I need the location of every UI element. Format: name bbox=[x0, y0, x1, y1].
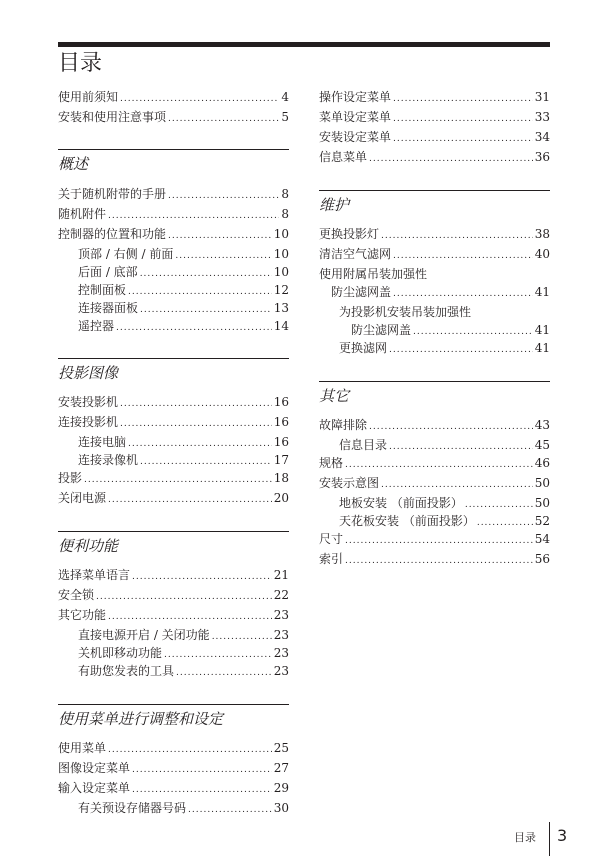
toc-entry-page: 16 bbox=[273, 435, 289, 449]
toc-entry-text: 连接电脑 bbox=[78, 435, 127, 449]
section-rule bbox=[58, 149, 289, 150]
toc-entry-text: 地板安装 （前面投影） bbox=[339, 496, 463, 510]
toc-subentry[interactable] bbox=[78, 299, 289, 317]
dot-leader bbox=[116, 319, 272, 337]
section-title: 其它 bbox=[319, 387, 350, 405]
toc-entry-page: 43 bbox=[534, 418, 550, 432]
toc-entry-page: 54 bbox=[534, 532, 550, 546]
toc-entry[interactable] bbox=[58, 489, 289, 507]
toc-entry[interactable] bbox=[58, 205, 289, 223]
toc-entry-page: 25 bbox=[273, 741, 289, 755]
dot-leader bbox=[168, 110, 279, 128]
toc-entry[interactable] bbox=[331, 283, 550, 301]
toc-entry-text: 后面 / 底部 bbox=[78, 265, 138, 279]
toc-entry[interactable] bbox=[319, 454, 550, 472]
toc-entry-text: 随机附件 bbox=[58, 207, 107, 221]
toc-entry-page: 16 bbox=[273, 415, 289, 429]
top-rule bbox=[58, 42, 550, 47]
dot-leader bbox=[132, 761, 272, 779]
toc-entry-text: 故障排除 bbox=[319, 418, 368, 432]
toc-entry-page: 36 bbox=[534, 150, 550, 164]
dot-leader bbox=[132, 568, 272, 586]
toc-entry-page: 18 bbox=[273, 471, 289, 485]
toc-entry-first-line[interactable]: 使用附属吊装加强性 bbox=[319, 267, 428, 281]
dot-leader bbox=[108, 741, 272, 759]
toc-entry-page: 41 bbox=[534, 285, 550, 299]
toc-entry-page: 20 bbox=[273, 491, 289, 505]
toc-entry-text: 顶部 / 右侧 / 前面 bbox=[78, 247, 174, 261]
toc-entry-text: 控制面板 bbox=[78, 283, 127, 297]
toc-entry-text: 更换滤网 bbox=[339, 341, 388, 355]
section-rule bbox=[58, 704, 289, 705]
toc-entry-text: 控制器的位置和功能 bbox=[58, 227, 167, 241]
toc-entry-text: 有助您发表的工具 bbox=[78, 664, 175, 678]
dot-leader bbox=[393, 130, 533, 148]
toc-subentry[interactable] bbox=[78, 245, 289, 263]
toc-subentry[interactable] bbox=[339, 494, 550, 512]
toc-entry-text: 安装和使用注意事项 bbox=[58, 110, 167, 124]
toc-entry-page: 10 bbox=[273, 247, 289, 261]
toc-entry-page: 8 bbox=[281, 207, 289, 221]
toc-entry[interactable] bbox=[319, 148, 550, 166]
toc-entry-text: 信息目录 bbox=[339, 438, 388, 452]
toc-subentry[interactable] bbox=[351, 321, 550, 339]
toc-entry-text: 索引 bbox=[319, 552, 344, 566]
toc-entry-page: 10 bbox=[273, 265, 289, 279]
toc-entry-page: 8 bbox=[281, 187, 289, 201]
toc-entry-page: 38 bbox=[534, 227, 550, 241]
toc-entry-page: 23 bbox=[273, 664, 289, 678]
toc-entry-text: 天花板安装 （前面投影） bbox=[339, 514, 475, 528]
toc-entry-page: 4 bbox=[281, 90, 289, 104]
toc-entry-text: 防尘滤网盖 bbox=[351, 323, 412, 337]
toc-entry-page: 41 bbox=[534, 323, 550, 337]
toc-entry[interactable] bbox=[58, 393, 289, 411]
toc-entry-page: 23 bbox=[273, 628, 289, 642]
toc-subentry-first-line[interactable]: 为投影机安装吊装加强性 bbox=[339, 305, 472, 319]
toc-entry-text: 连接投影机 bbox=[58, 415, 119, 429]
page-title: 目录 bbox=[58, 51, 103, 76]
dot-leader bbox=[84, 471, 272, 489]
toc-entry-page: 22 bbox=[273, 588, 289, 602]
dot-leader bbox=[345, 456, 533, 474]
footer-label: 目录 bbox=[514, 831, 536, 844]
toc-subentry[interactable] bbox=[78, 317, 289, 335]
toc-entry-page: 34 bbox=[534, 130, 550, 144]
toc-entry[interactable] bbox=[319, 474, 550, 492]
toc-entry-text: 遥控器 bbox=[78, 319, 115, 333]
dot-leader bbox=[381, 476, 533, 494]
toc-entry-text: 操作设定菜单 bbox=[319, 90, 392, 104]
dot-leader bbox=[108, 491, 272, 509]
section-rule bbox=[58, 531, 289, 532]
dot-leader bbox=[393, 247, 533, 265]
toc-entry[interactable] bbox=[319, 88, 550, 106]
toc-entry[interactable] bbox=[319, 550, 550, 568]
toc-entry-text: 投影 bbox=[58, 471, 83, 485]
toc-entry-text: 输入设定菜单 bbox=[58, 781, 131, 795]
section-title: 投影图像 bbox=[58, 364, 119, 382]
dot-leader bbox=[132, 781, 272, 799]
toc-entry-text: 关闭电源 bbox=[58, 491, 107, 505]
dot-leader bbox=[168, 187, 279, 205]
toc-subentry[interactable] bbox=[78, 263, 289, 281]
toc-entry-text: 直接电源开启 / 关闭功能 bbox=[78, 628, 210, 642]
toc-subentry[interactable] bbox=[78, 626, 289, 644]
toc-entry-page: 31 bbox=[534, 90, 550, 104]
toc-subentry[interactable] bbox=[78, 644, 289, 662]
dot-leader bbox=[120, 415, 272, 433]
toc-entry[interactable] bbox=[319, 245, 550, 263]
toc-entry-page: 12 bbox=[273, 283, 289, 297]
dot-leader bbox=[96, 588, 272, 606]
dot-leader bbox=[345, 552, 533, 570]
dot-leader bbox=[369, 150, 533, 168]
toc-entry-page: 13 bbox=[273, 301, 289, 315]
toc-entry-page: 56 bbox=[534, 552, 550, 566]
toc-entry-text: 关于随机附带的手册 bbox=[58, 187, 167, 201]
dot-leader bbox=[393, 285, 533, 303]
dot-leader bbox=[393, 90, 533, 108]
toc-entry[interactable] bbox=[319, 416, 550, 434]
toc-entry-text: 尺寸 bbox=[319, 532, 344, 546]
toc-entry-text: 关机即移动功能 bbox=[78, 646, 163, 660]
toc-entry-page: 50 bbox=[534, 476, 550, 490]
dot-leader bbox=[381, 227, 533, 245]
toc-subentry[interactable] bbox=[339, 436, 550, 454]
toc-entry-page: 17 bbox=[273, 453, 289, 467]
toc-entry[interactable] bbox=[58, 225, 289, 243]
toc-entry-page: 21 bbox=[273, 568, 289, 582]
toc-entry-page: 29 bbox=[273, 781, 289, 795]
toc-subentry[interactable] bbox=[339, 339, 550, 357]
toc-entry[interactable] bbox=[58, 108, 289, 126]
dot-leader bbox=[176, 664, 272, 682]
toc-subentry[interactable] bbox=[78, 281, 289, 299]
toc-entry[interactable] bbox=[58, 739, 289, 757]
toc-entry-page: 33 bbox=[534, 110, 550, 124]
toc-entry[interactable] bbox=[319, 530, 550, 548]
toc-entry[interactable] bbox=[58, 779, 289, 797]
toc-entry-text: 防尘滤网盖 bbox=[331, 285, 392, 299]
footer-rule bbox=[549, 822, 550, 856]
toc-entry-text: 选择菜单语言 bbox=[58, 568, 131, 582]
dot-leader bbox=[393, 110, 533, 128]
section-rule bbox=[58, 358, 289, 359]
section-title: 维护 bbox=[319, 196, 350, 214]
toc-entry-text: 图像设定菜单 bbox=[58, 761, 131, 775]
toc-entry-page: 40 bbox=[534, 247, 550, 261]
dot-leader bbox=[120, 395, 272, 413]
dot-leader bbox=[108, 608, 272, 626]
toc-entry-text: 安装示意图 bbox=[319, 476, 380, 490]
toc-entry-page: 50 bbox=[534, 496, 550, 510]
toc-entry-page: 52 bbox=[534, 514, 550, 528]
toc-subentry[interactable] bbox=[78, 662, 289, 680]
toc-entry[interactable] bbox=[58, 88, 289, 106]
toc-entry-text: 连接录像机 bbox=[78, 453, 139, 467]
toc-entry[interactable] bbox=[58, 606, 289, 624]
toc-subentry[interactable] bbox=[78, 451, 289, 469]
toc-entry-page: 23 bbox=[273, 608, 289, 622]
toc-entry-text: 其它功能 bbox=[58, 608, 107, 622]
toc-entry-page: 27 bbox=[273, 761, 289, 775]
toc-entry[interactable] bbox=[319, 108, 550, 126]
page-number: 3 bbox=[557, 826, 568, 845]
toc-subentry[interactable] bbox=[339, 512, 550, 530]
toc-entry[interactable] bbox=[319, 128, 550, 146]
toc-entry-page: 5 bbox=[281, 110, 289, 124]
section-title: 便利功能 bbox=[58, 537, 119, 555]
dot-leader bbox=[120, 90, 279, 108]
toc-entry-text: 信息菜单 bbox=[319, 150, 368, 164]
toc-entry-page: 46 bbox=[534, 456, 550, 470]
toc-entry-text: 使用菜单 bbox=[58, 741, 107, 755]
dot-leader bbox=[168, 227, 272, 245]
dot-leader bbox=[108, 207, 279, 225]
toc-entry[interactable] bbox=[319, 225, 550, 243]
toc-entry-page: 45 bbox=[534, 438, 550, 452]
toc-entry-page: 30 bbox=[273, 801, 289, 815]
toc-entry-text: 连接器面板 bbox=[78, 301, 139, 315]
dot-leader bbox=[188, 801, 272, 819]
toc-entry-page: 41 bbox=[534, 341, 550, 355]
toc-entry[interactable] bbox=[58, 469, 289, 487]
toc-entry-text: 安装投影机 bbox=[58, 395, 119, 409]
toc-entry-page: 16 bbox=[273, 395, 289, 409]
toc-entry[interactable] bbox=[58, 759, 289, 777]
dot-leader bbox=[369, 418, 533, 436]
toc-entry-text: 安装设定菜单 bbox=[319, 130, 392, 144]
toc-entry-text: 清洁空气滤网 bbox=[319, 247, 392, 261]
toc-entry-page: 10 bbox=[273, 227, 289, 241]
toc-entry[interactable] bbox=[58, 413, 289, 431]
toc-entry[interactable] bbox=[58, 185, 289, 203]
section-title: 使用菜单进行调整和设定 bbox=[58, 710, 224, 728]
toc-entry[interactable] bbox=[58, 566, 289, 584]
section-title: 概述 bbox=[58, 155, 89, 173]
dot-leader bbox=[345, 532, 533, 550]
toc-subentry[interactable] bbox=[78, 799, 289, 817]
section-rule bbox=[319, 381, 550, 382]
toc-entry-text: 规格 bbox=[319, 456, 344, 470]
dot-leader bbox=[389, 341, 533, 359]
toc-entry-page: 14 bbox=[273, 319, 289, 333]
section-rule bbox=[319, 190, 550, 191]
toc-entry[interactable] bbox=[58, 586, 289, 604]
toc-entry-text: 更换投影灯 bbox=[319, 227, 380, 241]
toc-entry-text: 安全锁 bbox=[58, 588, 95, 602]
toc-entry-page: 23 bbox=[273, 646, 289, 660]
toc-entry-text: 有关预设存储器号码 bbox=[78, 801, 187, 815]
toc-subentry[interactable] bbox=[78, 433, 289, 451]
toc-entry-text: 菜单设定菜单 bbox=[319, 110, 392, 124]
toc-entry-text: 使用前须知 bbox=[58, 90, 119, 104]
